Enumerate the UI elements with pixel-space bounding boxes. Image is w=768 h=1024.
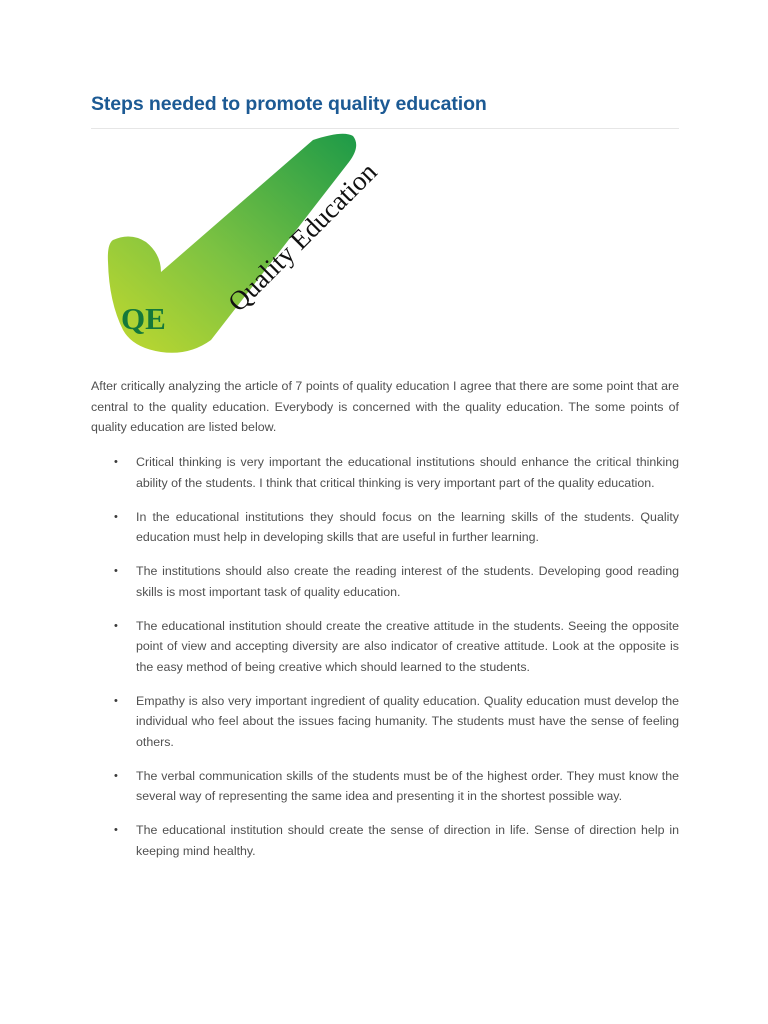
list-item xyxy=(91,452,679,493)
bullet-icon: • xyxy=(114,619,118,632)
list-item-text: In the educational institutions they should focus on the learning skills of the students. Quality education must help in developing skills that are useful in further learning. xyxy=(136,509,679,544)
bullet-icon: • xyxy=(114,510,118,523)
list-item-text: The educational institution should create the sense of direction in life. Sense of direction help in keeping mind healthy. xyxy=(136,823,679,858)
quality-education-logo xyxy=(91,132,416,360)
list-item xyxy=(91,561,679,602)
list-item xyxy=(91,507,679,548)
bullet-icon: • xyxy=(114,824,118,836)
list-item xyxy=(91,691,679,753)
list-item xyxy=(91,820,679,861)
bullet-icon: • xyxy=(114,456,118,468)
logo-tagline: Quality Education xyxy=(222,156,383,318)
title-divider xyxy=(91,128,679,129)
list-item-text: The verbal communication skills of the students must be of the highest order. They must know the several way of representing the same idea and presenting it in the shortest possible way. xyxy=(136,768,679,803)
logo-monogram: QE xyxy=(121,301,166,336)
intro-paragraph: After critically analyzing the article of 7 points of quality education I agree that there are some point that are central to the quality education. Everybody is concerned with the quality education. The some points of quality education are listed below. xyxy=(91,379,679,434)
list-item xyxy=(91,616,679,678)
bullet-icon: • xyxy=(114,565,118,577)
quality-points-list xyxy=(91,452,679,875)
list-item-text: The institutions should also create the reading interest of the students. Developing good reading skills is most important task of quality education. xyxy=(136,564,679,599)
list-item-text: Critical thinking is very important the educational institutions should enhance the critical thinking ability of the students. I think that critical thinking is very important part of the quality education. xyxy=(136,455,679,490)
bullet-icon: • xyxy=(114,769,118,782)
bullet-icon: • xyxy=(114,694,118,707)
list-item-text: The educational institution should create the creative attitude in the students. Seeing the opposite point of view and accepting diversity are also indicator of creative attitude. Look at the opposite is the easy method of being creative which should learned to the students. xyxy=(136,618,679,674)
page-title: Steps needed to promote quality education xyxy=(91,93,487,115)
list-item-text: Empathy is also very important ingredient of quality education. Quality education must develop the individual who feel about the issues facing humanity. The students must have the sense of feeling others. xyxy=(136,693,679,749)
list-item xyxy=(91,766,679,807)
